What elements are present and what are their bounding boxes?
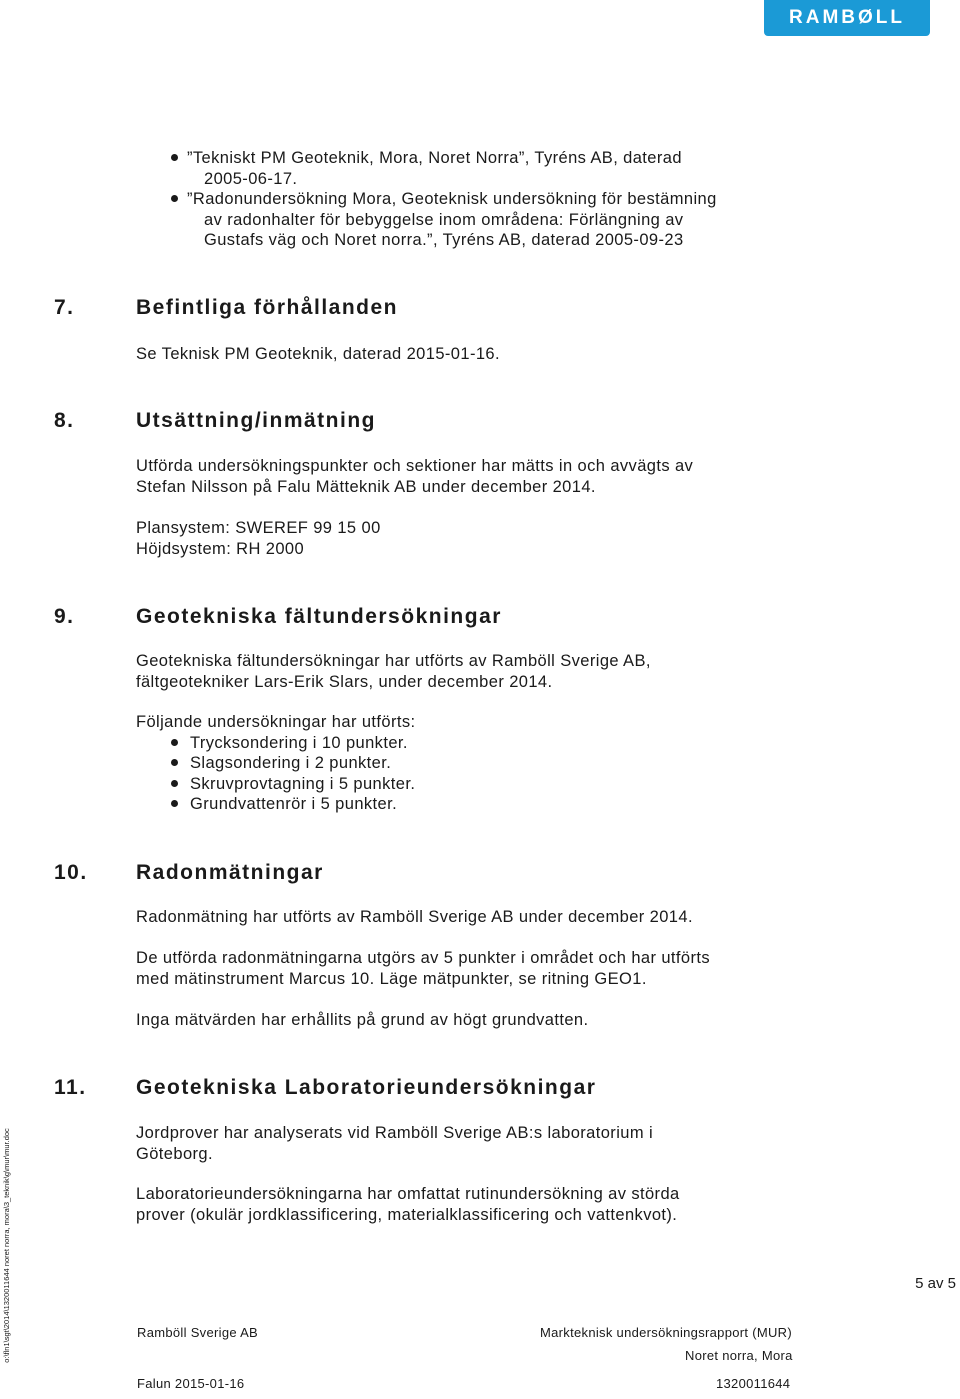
paragraph: Utförda undersökningspunkter och sektioner har mätts in och avvägts av Stefan Nilsson på Falu Mätteknik AB under december 2014. bbox=[136, 457, 694, 496]
paragraph: Laboratorieundersökningarna har omfattat rutinundersökning av störda prover (okulär jordklassificering, materialklassificering och vattenkvot). bbox=[136, 1185, 680, 1224]
bullet-icon bbox=[171, 759, 178, 766]
paragraph: Geotekniska fältundersökningar har utförts av Ramböll Sverige AB, fältgeotekniker Lars-Erik Slars, under december 2014. bbox=[136, 652, 651, 691]
paragraph: Radonmätning har utförts av Ramböll Sverige AB under december 2014. bbox=[136, 908, 693, 926]
section-heading: Befintliga förhållanden bbox=[136, 296, 399, 319]
page-number: 5 av 5 bbox=[915, 1275, 956, 1292]
footer-company: Ramböll Sverige AB bbox=[137, 1325, 259, 1340]
ramboll-logo: RAMBØLL bbox=[764, 0, 930, 36]
list-item: Trycksondering i 10 punkter. bbox=[190, 734, 408, 752]
footer-report-title: Markteknisk undersökningsrapport (MUR) bbox=[540, 1325, 792, 1340]
bullet-icon bbox=[171, 800, 178, 807]
paragraph: Jordprover har analyserats vid Ramböll Sverige AB:s laboratorium i Göteborg. bbox=[136, 1124, 654, 1163]
reference-item: ”Tekniskt PM Geoteknik, Mora, Noret Norra”, Tyréns AB, daterad 2005-06-17. bbox=[187, 149, 682, 188]
paragraph: Inga mätvärden har erhållits på grund av högt grundvatten. bbox=[136, 1011, 589, 1029]
section-heading: Geotekniska fältundersökningar bbox=[136, 605, 502, 628]
paragraph: Följande undersökningar har utförts: bbox=[136, 713, 416, 731]
paragraph: Plansystem: SWEREF 99 15 00 Höjdsystem: RH 2000 bbox=[136, 519, 381, 558]
section-number: 7. bbox=[54, 296, 75, 319]
list-item: Grundvattenrör i 5 punkter. bbox=[190, 795, 398, 813]
section-number: 10. bbox=[54, 861, 88, 884]
paragraph: Se Teknisk PM Geoteknik, daterad 2015-01-16. bbox=[136, 345, 500, 363]
reference-item: ”Radonundersökning Mora, Geoteknisk undersökning för bestämning av radonhalter för bebyggelse inom områdena: Förlängning av Gustafs väg och Noret norra.”, Tyréns AB, daterad 2005-09-23 bbox=[187, 190, 717, 249]
list-item: Skruvprovtagning i 5 punkter. bbox=[190, 775, 416, 793]
section-number: 8. bbox=[54, 409, 75, 432]
bullet-icon bbox=[171, 739, 178, 746]
list-item: Slagsondering i 2 punkter. bbox=[190, 754, 392, 772]
bullet-icon bbox=[171, 154, 178, 161]
section-number: 11. bbox=[54, 1076, 87, 1099]
footer-date: Falun 2015-01-16 bbox=[137, 1376, 245, 1391]
section-heading: Utsättning/inmätning bbox=[136, 409, 376, 432]
footer-project-number: 1320011644 bbox=[716, 1376, 791, 1391]
file-path: o:\fln1\sgt\2014\1320011644 noret norra, mora\3_teknik\g\mur\mur.doc bbox=[2, 1128, 11, 1363]
file-path-margin bbox=[0, 1096, 14, 1399]
footer-location: Noret norra, Mora bbox=[685, 1348, 793, 1363]
paragraph: De utförda radonmätningarna utgörs av 5 punkter i området och har utförts med mätinstrument Marcus 10. Läge mätpunkter, se ritning GEO1. bbox=[136, 949, 711, 988]
bullet-icon bbox=[171, 195, 178, 202]
section-heading: Geotekniska Laboratorieundersökningar bbox=[136, 1076, 597, 1099]
section-heading: Radonmätningar bbox=[136, 861, 324, 884]
bullet-icon bbox=[171, 780, 178, 787]
section-number: 9. bbox=[54, 605, 75, 628]
